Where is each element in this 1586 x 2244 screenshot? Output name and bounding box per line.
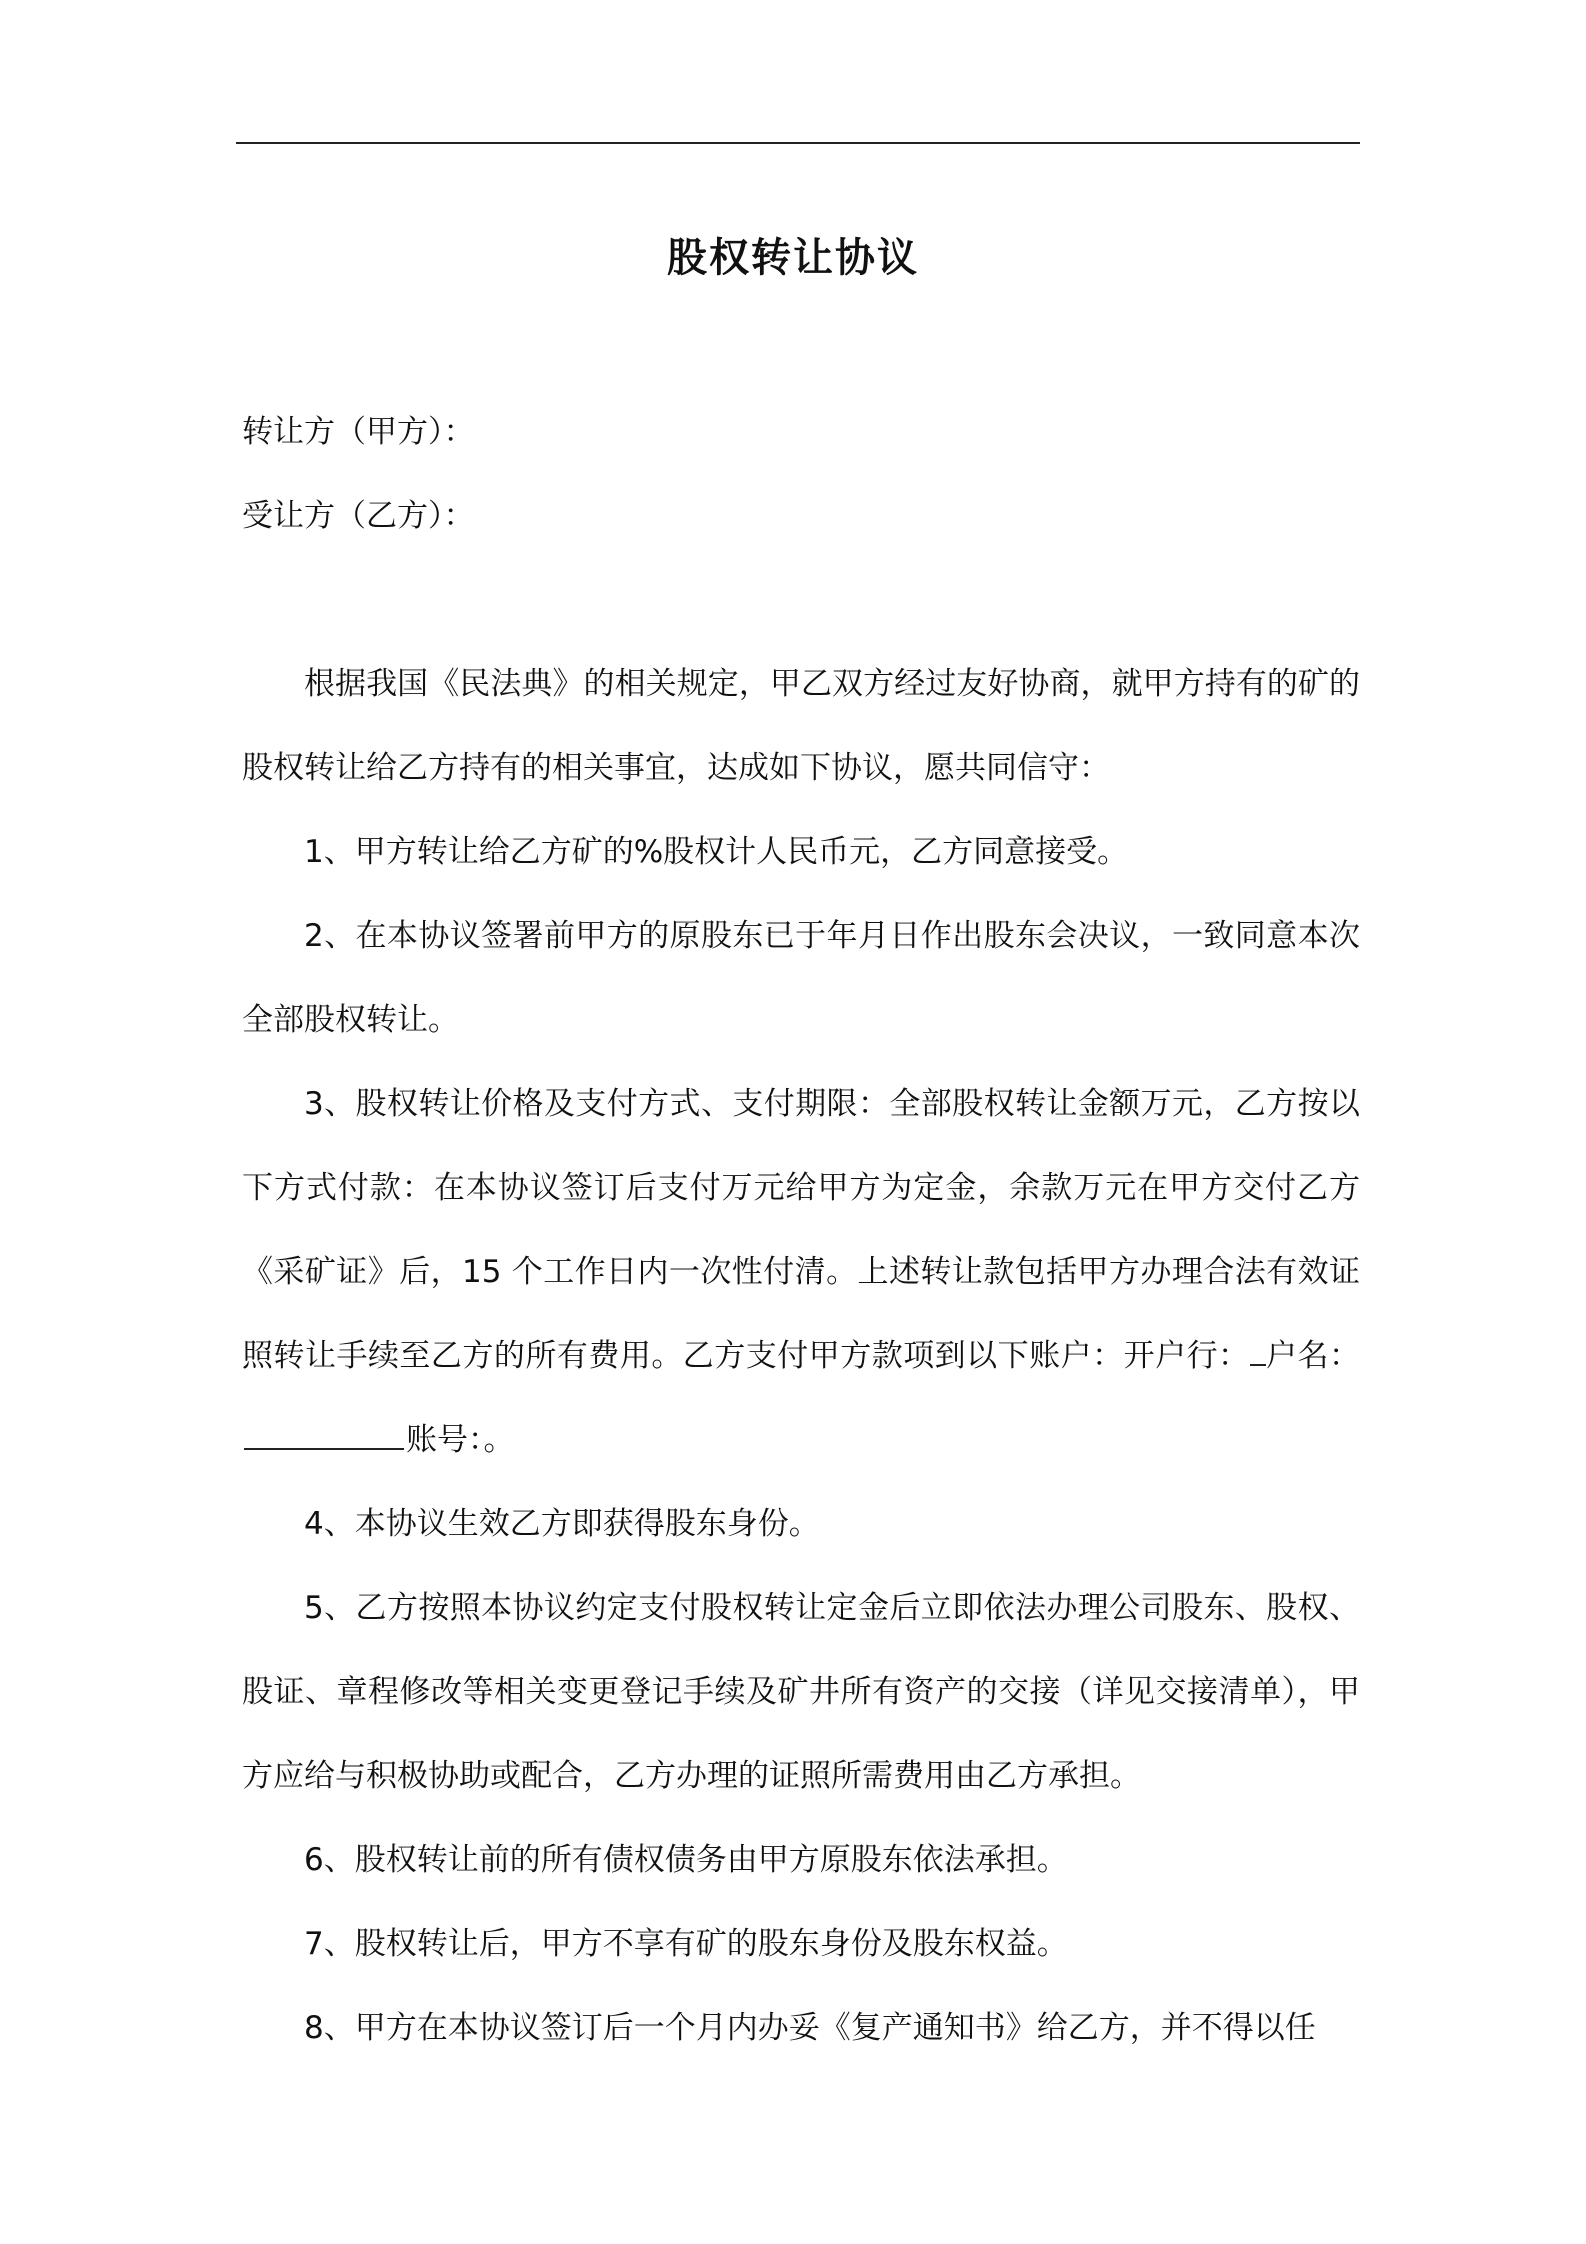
- clause-4: 4、本协议生效乙方即获得股东身份。: [304, 1506, 820, 1542]
- account-name-label: 户名：: [1265, 1338, 1361, 1374]
- header-rule: [236, 142, 1360, 144]
- clause-3: [242, 1062, 1360, 1482]
- clause-6: 6、股权转让前的所有债权债务由甲方原股东依法承担。: [304, 1842, 1068, 1878]
- spacer: [242, 558, 1360, 642]
- document-title: 股权转让协议: [667, 235, 919, 281]
- clause-5: 5、乙方按照本协议约定支付股权转让定金后立即依法办理公司股东、股权、股证、章程修改等相关变更登记手续及矿井所有资产的交接（详见交接清单），甲方应给与积极协助或配合，乙方办理的证照所需费用由乙方承担。: [242, 1590, 1360, 1794]
- document-body: [242, 390, 1360, 2070]
- bank-blank: [1250, 1340, 1266, 1366]
- clause-7: 7、股权转让后，甲方不享有矿的股东身份及股东权益。: [304, 1926, 1068, 1962]
- account-number-label: 账号：。: [406, 1422, 515, 1458]
- transferor-line: 转让方（甲方）：: [242, 414, 475, 450]
- transferee-line: 受让方（乙方）：: [242, 498, 475, 534]
- clause-1: 1、甲方转让给乙方矿的%股权计人民币元，乙方同意接受。: [304, 834, 1129, 870]
- clause-3-text: 3、股权转让价格及支付方式、支付期限：全部股权转让金额万元，乙方按以下方式付款：在本协议签订后支付万元给甲方为定金，余款万元在甲方交付乙方《采矿证》后，15 个工作日内一次性付清。上述转让款包括甲方办理合法有效证照转让手续至乙方的所有费用。乙方支付甲方款项到以下账户：开户行：: [242, 1086, 1360, 1374]
- preamble-paragraph: 根据我国《民法典》的相关规定，甲乙双方经过友好协商，就甲方持有的矿的股权转让给乙方持有的相关事宜，达成如下协议，愿共同信守：: [242, 666, 1360, 786]
- clause-8: 8、甲方在本协议签订后一个月内办妥《复产通知书》给乙方，并不得以任: [304, 2010, 1316, 2046]
- account-name-blank: [244, 1424, 404, 1450]
- clause-2: 2、在本协议签署前甲方的原股东已于年月日作出股东会决议，一致同意本次全部股权转让。: [242, 918, 1360, 1038]
